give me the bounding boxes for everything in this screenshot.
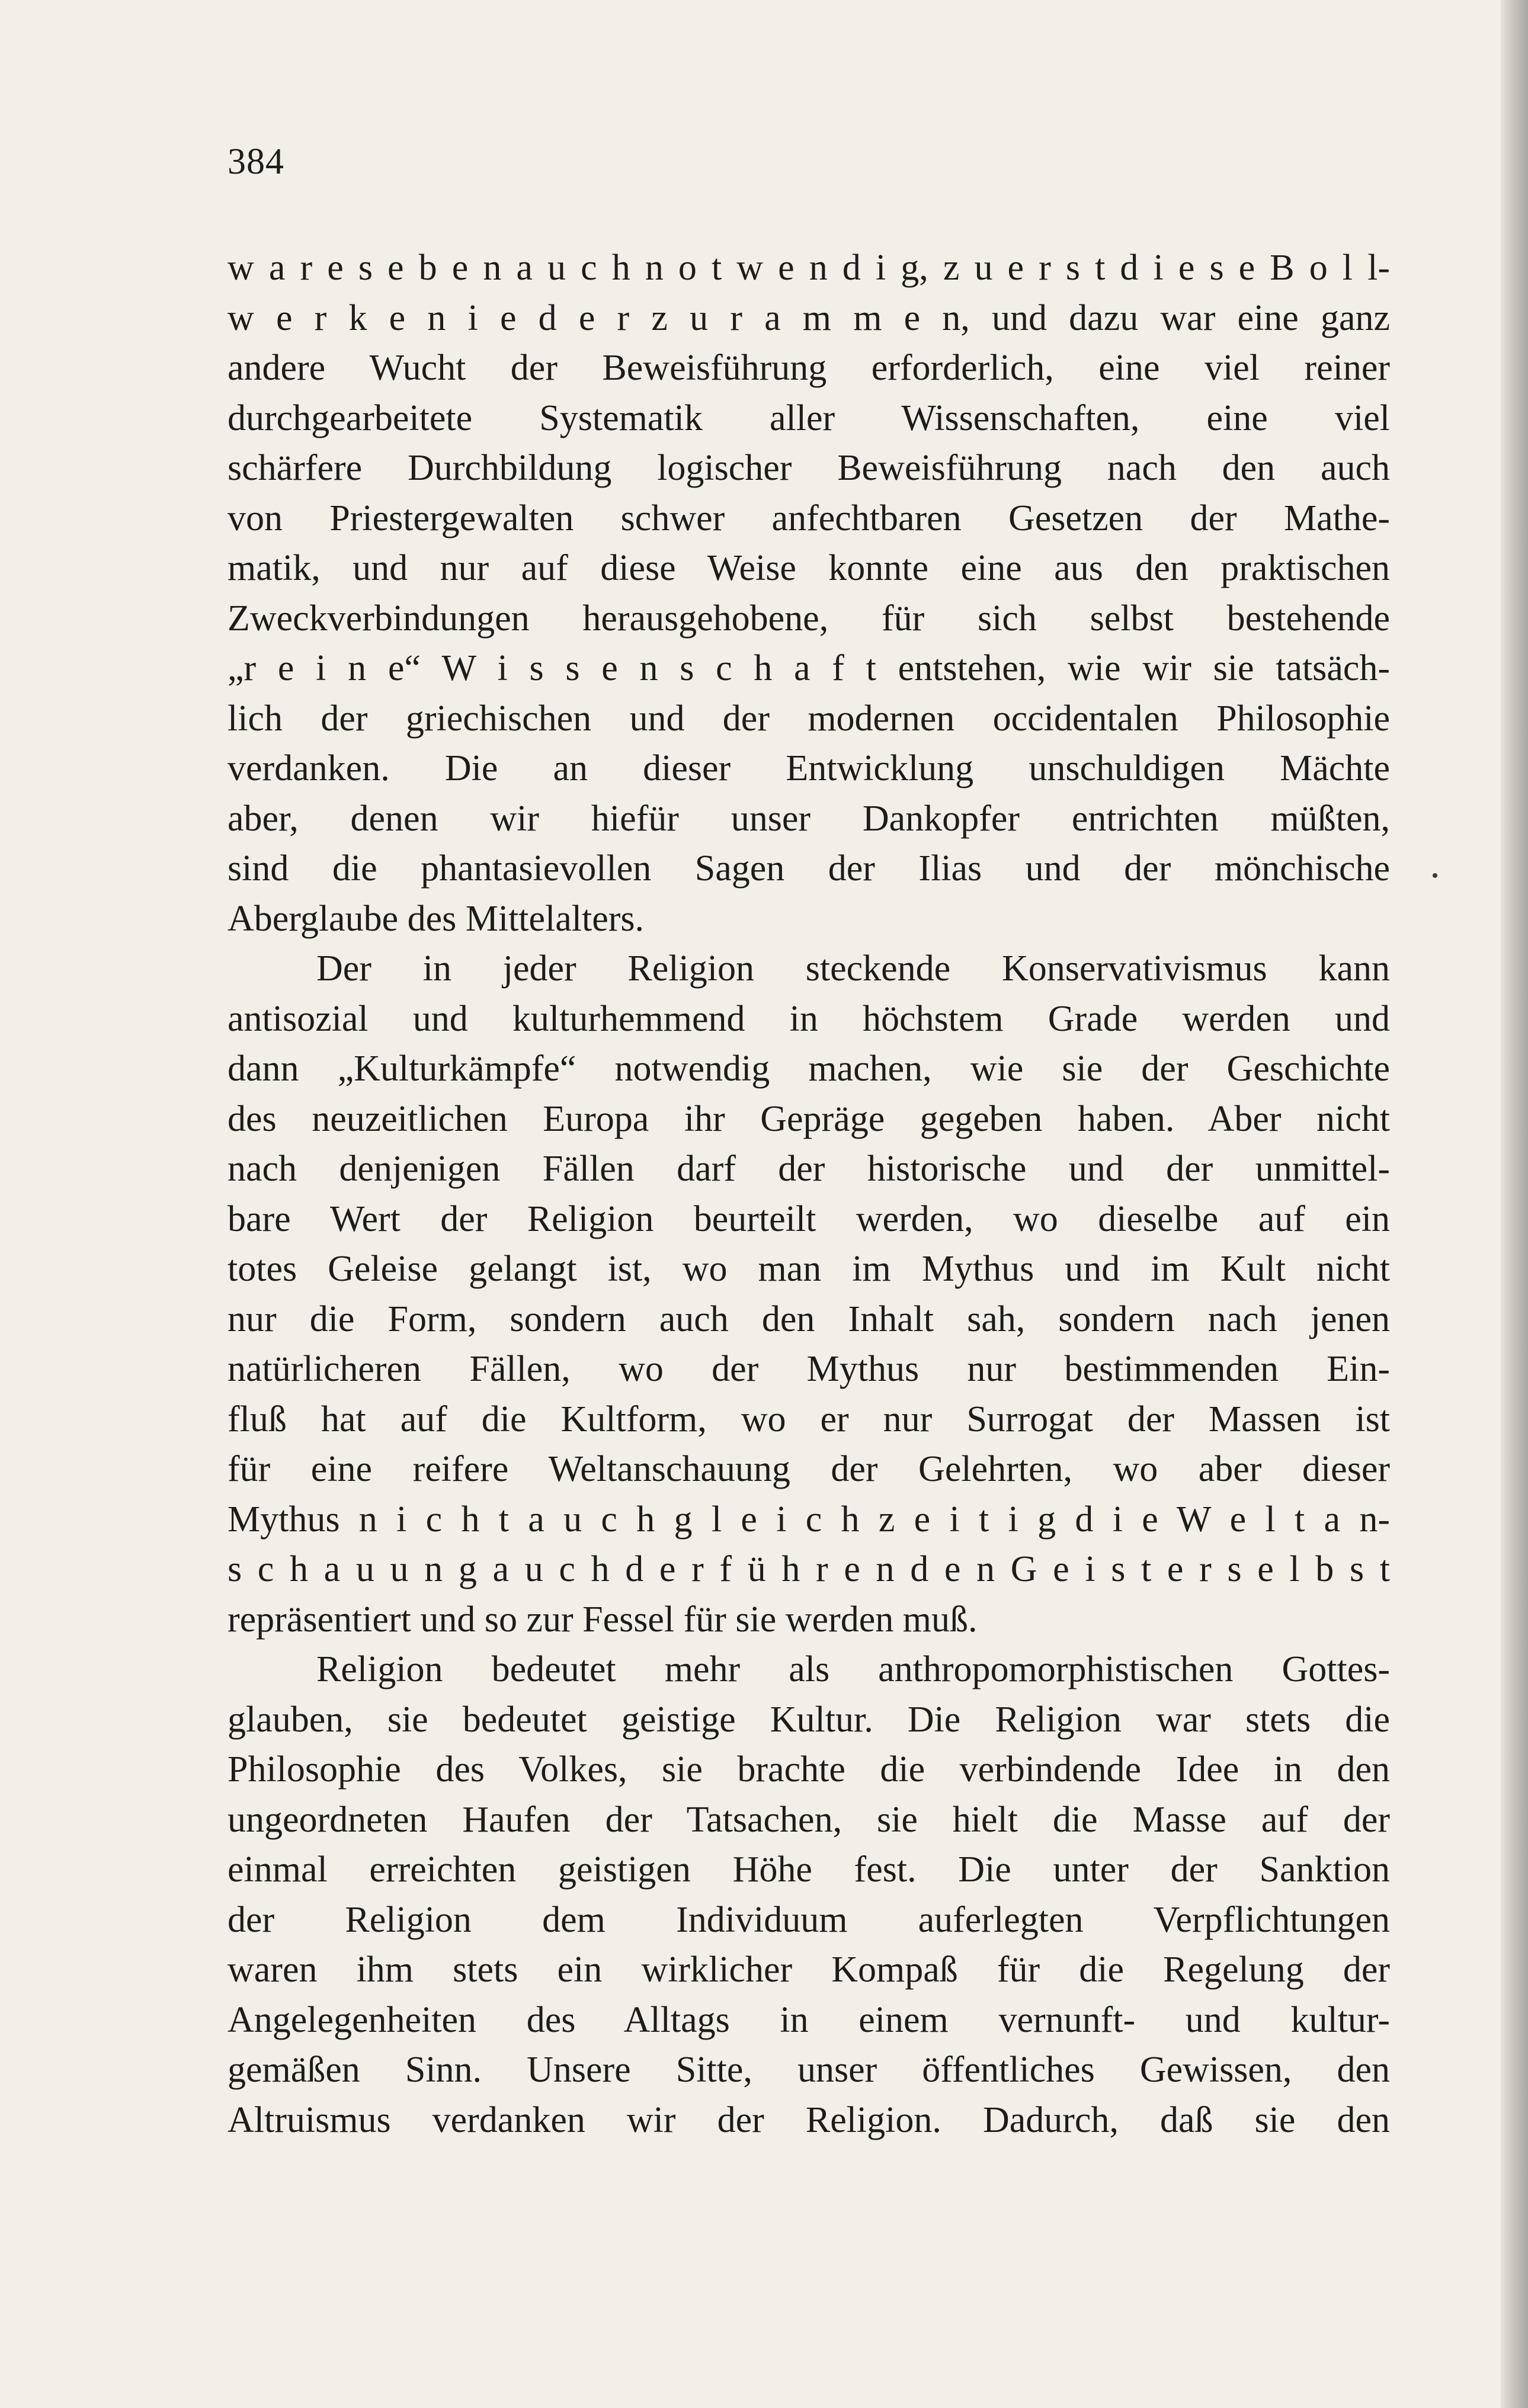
text-line: glauben, sie bedeutet geistige Kultur. Die Religion war stets die [228, 1699, 1390, 1740]
text-line: nach denjenigen Fällen darf der historische und der unmittel- [228, 1149, 1390, 1189]
text-line: des neuzeitlichen Europa ihr Gepräge gegeben haben. Aber nicht [228, 1098, 1390, 1139]
text-line: Angelegenheiten des Alltags in einem vernunft- und kultur- [228, 1999, 1390, 2040]
text-line: gemäßen Sinn. Unsere Sitte, unser öffentliches Gewissen, den [228, 2050, 1390, 2090]
text-line: schärfere Durchbildung logischer Beweisführung nach den auch [228, 448, 1390, 488]
text-line: für eine reifere Weltanschauung der Gelehrten, wo aber dieser [228, 1449, 1390, 1489]
text-line: nur die Form, sondern auch den Inhalt sah, sondern nach jenen [228, 1298, 1390, 1339]
text-line: natürlicheren Fällen, wo der Mythus nur bestimmenden Ein- [228, 1349, 1390, 1389]
text-line: matik, und nur auf diese Weise konnte eine aus den praktischen [228, 548, 1390, 588]
text-line: sind die phantasievollen Sagen der Ilias und der mönchische [228, 848, 1390, 889]
text-line: s c h a u u n g a u c h d e r f ü h r e n d e n G e i s t e r s e l b s t [228, 1549, 1390, 1589]
text-line: Der in jeder Religion steckende Konservativismus kann [316, 948, 1390, 989]
text-line: Altruismus verdanken wir der Religion. Dadurch, daß sie den [228, 2099, 1390, 2140]
text-line: verdanken. Die an dieser Entwicklung unschuldigen Mächte [228, 748, 1390, 788]
text-line: repräsentiert und so zur Fessel für sie werden muß. [228, 1599, 978, 1640]
text-line: Mythus n i c h t a u c h g l e i c h z e i t i g d i e W e l t a n- [228, 1499, 1390, 1540]
text-line: von Priestergewalten schwer anfechtbaren Gesetzen der Mathe- [228, 498, 1390, 538]
text-line: w a r e s e b e n a u c h n o t w e n d i g, z u e r s t d i e s e B o l l- [228, 248, 1390, 288]
text-line: Philosophie des Volkes, sie brachte die verbindende Idee in den [228, 1749, 1390, 1790]
text-line: waren ihm stets ein wirklicher Kompaß für die Regelung der [228, 1950, 1390, 1990]
text-line: durchgearbeitete Systematik aller Wissenschaften, eine viel [228, 397, 1390, 438]
text-line: bare Wert der Religion beurteilt werden, wo dieselbe auf ein [228, 1198, 1390, 1239]
text-line: einmal erreichten geistigen Höhe fest. Die unter der Sanktion [228, 1849, 1390, 1890]
text-line: aber, denen wir hiefür unser Dankopfer entrichten müßten, [228, 798, 1390, 839]
margin-speck [1433, 873, 1437, 878]
text-line: Religion bedeutet mehr als anthropomorphistischen Gottes- [316, 1649, 1390, 1689]
text-line: lich der griechischen und der modernen occidentalen Philosophie [228, 698, 1390, 739]
text-line: fluß hat auf die Kultform, wo er nur Surrogat der Massen ist [228, 1399, 1390, 1439]
text-line: andere Wucht der Beweisführung erforderlich, eine viel reiner [228, 348, 1390, 388]
text-line: ungeordneten Haufen der Tatsachen, sie hielt die Masse auf der [228, 1799, 1390, 1840]
text-line: totes Geleise gelangt ist, wo man im Mythus und im Kult nicht [228, 1249, 1390, 1289]
page-number: 384 [228, 142, 284, 182]
body-text [228, 243, 1390, 2145]
text-line: w e r k e n i e d e r z u r a m m e n, und dazu war eine ganz [228, 297, 1390, 338]
text-line: Zweckverbindungen herausgehobene, für sich selbst bestehende [228, 598, 1390, 639]
page-edge-shadow [1501, 0, 1528, 2408]
text-line: dann „Kulturkämpfe“ notwendig machen, wie sie der Geschichte [228, 1049, 1390, 1089]
text-line: der Religion dem Individuum auferlegten Verpflichtungen [228, 1899, 1390, 1940]
text-line: Aberglaube des Mittelalters. [228, 898, 645, 939]
text-line: antisozial und kulturhemmend in höchstem Grade werden und [228, 998, 1390, 1039]
text-line: „r e i n e“ W i s s e n s c h a f t entstehen, wie wir sie tatsäch- [228, 648, 1390, 688]
